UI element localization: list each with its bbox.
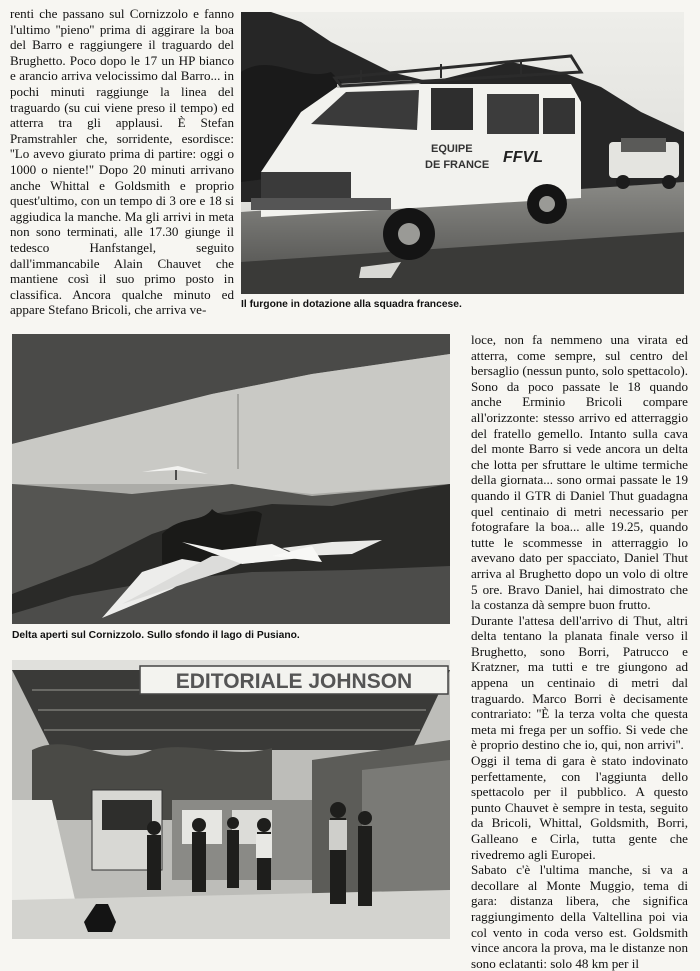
van-photo-caption: Il furgone in dotazione alla squadra francese. xyxy=(241,299,462,310)
paragraph: Durante l'attesa dell'arrivo di Thut, altri delta tentano la planata finale verso il Brughetto, sono Borri, Patrucco e Kratzner, ma tutti e tre giungono ad appena un centinaio di metri dal traguardo. Marco Borri è decisamente contrariato: ''È la terza volta che questa meta mi frega per un soffio. Si vede che è proprio destino che io, qui, non arrivi''. xyxy=(471,612,688,753)
delta-photo xyxy=(12,334,450,624)
van-photo xyxy=(241,12,684,294)
paragraph: Sabato c'è l'ultima manche, si va a decollare al Monte Muggio, tema di gara: distanza libera, che significa raggiungimento della Valtellina poi via col vento in coda verso est. Goldsmith vince ancora la prova, ma le distanze non sono eclatanti: solo 48 km per il xyxy=(471,862,688,971)
van-lettering-1: EQUIPE xyxy=(431,143,473,155)
paragraph: Oggi il tema di gara è stato indovinato perfettamente, con l'aggiunta dello spettacolo per il pubblico. A questo punto Chauvet è sempre in testa, seguito da Bricoli, Whittal, Goldsmith, Borri, Galleano e Cirla, tutta gente che rivedremo agli Europei. xyxy=(471,753,688,862)
article-column-2 xyxy=(471,332,688,971)
paragraph: loce, non fa nemmeno una virata ed atterra, come sempre, sul centro del bersaglio (nessun punto, solo spettacolo). Sono da poco passate le 18 quando anche Erminio Bricoli compare all'orizzonte: stesso arrivo ed atterraggio del fratello gemello. Intanto sulla cava del monte Barro si vede ancora un delta che lotta per sfruttare le ultime termiche della giornata... sono ormai passate le 19 quando il GTR di Daniel Thut guadagna quel centinaio di metri necessario per fotografare la boa... alle 19.25, quando tutte le scommesse in atterraggio lo avevano dato per spacciato, Daniel Thut arriva al Brughetto dopo un volo di oltre 5 ore. Bravo Daniel, hai dimostrato che la costanza dà sempre buon frutto. xyxy=(471,332,688,613)
stand-sign: EDITORIALE JOHNSON xyxy=(175,670,413,693)
van-logo: FFVL xyxy=(503,149,543,166)
stand-photo xyxy=(12,660,450,939)
van-lettering-2: DE FRANCE xyxy=(425,159,490,171)
paragraph: renti che passano sul Cornizzolo e fanno l'ultimo ''pieno'' prima di aggirare la boa del Barro e raggiungere il traguardo del Brughetto. Poco dopo le 17 un HP bianco e arancio arriva velocissimo dal Barro... in pochi minuti raggiunge la linea del traguardo (su cui viene preso il tempo) ed atterra tra gli applausi. È Stefan Pramstrahler che, sorridente, esordisce: ''Lo avevo giurato prima di partire: oggi o 1000 o niente!'' Dopo 20 minuti arrivano anche Whittal e Goldsmith e proprio quest'ultimo, con un tempo di 3 ore e 18 si aggiudica la manche. Ma gli arrivi in meta non sono terminati, alle 17.30 giunge il tedesco Hanfstangel, seguito dall'immancabile Alain Chauvet che mantiene così il suo primo posto in classifica. Ancora qualche minuto ed appare Stefano Bricoli, che arriva ve- xyxy=(10,6,234,318)
article-column-1 xyxy=(10,6,234,318)
delta-photo-caption: Delta aperti sul Cornizzolo. Sullo sfondo il lago di Pusiano. xyxy=(12,630,300,641)
